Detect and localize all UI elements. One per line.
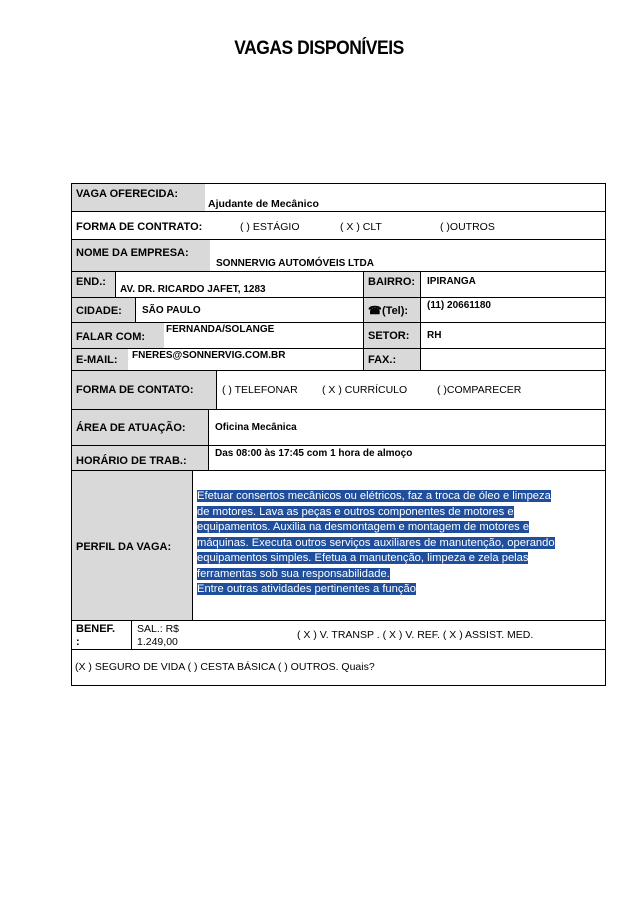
endereco-value: AV. DR. RICARDO JAFET, 1283: [120, 284, 266, 295]
setor-label: SETOR:: [368, 330, 410, 342]
area-value: Oficina Mecânica: [215, 422, 297, 433]
row-contrato: [72, 212, 605, 240]
row-endereco: [72, 272, 605, 298]
endereco-label: END.:: [76, 276, 106, 288]
row-extras: [72, 650, 605, 686]
row-empresa: [72, 240, 605, 272]
row-perfil: [72, 471, 605, 621]
cidade-label: CIDADE:: [76, 305, 122, 317]
tel-label: (Tel):: [382, 305, 409, 317]
perfil-line: equipamentos simples. Efetua a manutenção, limpeza e zela pelas: [197, 552, 529, 564]
row-falar: [72, 323, 605, 349]
row-email: [72, 349, 605, 371]
benef-label-colon: :: [76, 636, 80, 648]
vaga-label: VAGA OFERECIDA:: [76, 188, 179, 200]
contrato-option-outros[interactable]: ( )OUTROS: [440, 221, 495, 233]
row-area: [72, 410, 605, 446]
vaga-value: Ajudante de Mecânico: [208, 198, 319, 210]
horario-value: Das 08:00 às 17:45 com 1 hora de almoço: [215, 448, 413, 459]
perfil-line: equipamentos. Auxilia na desmontagem e montagem de motores e: [197, 521, 530, 533]
perfil-description: [197, 489, 592, 598]
salario-value: 1.249,00: [137, 636, 178, 648]
setor-value: RH: [427, 330, 442, 341]
area-label: ÁREA DE ATUAÇÃO:: [76, 422, 186, 434]
perfil-line: de motores. Lava as peças e outros componentes de motores e: [197, 505, 514, 518]
contato-label: FORMA DE CONTATO:: [76, 384, 194, 396]
row-cidade: [72, 298, 605, 323]
contrato-option-clt[interactable]: ( X ) CLT: [340, 221, 382, 233]
perfil-line: máquinas. Executa outros serviços auxiliares de manutenção, operando: [197, 536, 555, 549]
bairro-label: BAIRRO:: [368, 276, 416, 288]
email-label: E-MAIL:: [76, 354, 118, 366]
empresa-value: SONNERVIG AUTOMÓVEIS LTDA: [216, 258, 374, 269]
row-benef: [72, 621, 605, 650]
fax-label: FAX.:: [368, 354, 397, 366]
bairro-value: IPIRANGA: [427, 276, 476, 287]
perfil-line: ferramentas sob sua responsabilidade.: [197, 567, 390, 580]
benef-options[interactable]: ( X ) V. TRANSP . ( X ) V. REF. ( X ) ASSIST. MED.: [297, 629, 534, 641]
perfil-line: Efetuar consertos mecânicos ou elétricos, faz a troca de óleo e limpeza: [197, 490, 551, 502]
row-vaga: [72, 184, 605, 212]
extras-options[interactable]: (X ) SEGURO DE VIDA ( ) CESTA BÁSICA ( ) OUTROS. Quais?: [75, 661, 375, 673]
falar-value: FERNANDA/SOLANGE: [166, 324, 275, 335]
salario-label: SAL.: R$: [137, 623, 180, 635]
perfil-label: PERFIL DA VAGA:: [76, 541, 172, 553]
tel-value: (11) 20661180: [427, 300, 491, 311]
email-value[interactable]: FNERES@SONNERVIG.COM.BR: [132, 350, 286, 361]
row-horario: [72, 446, 605, 471]
contato-option-curriculo[interactable]: ( X ) CURRÍCULO: [322, 384, 408, 396]
perfil-line: Entre outras atividades pertinentes a função: [197, 583, 416, 595]
contrato-label: FORMA DE CONTRATO:: [76, 221, 203, 233]
horario-label: HORÁRIO DE TRAB.:: [76, 455, 187, 467]
row-contato: [72, 371, 605, 410]
falar-label: FALAR COM:: [76, 331, 146, 343]
phone-icon: ☎: [368, 305, 382, 317]
contrato-option-estagio[interactable]: ( ) ESTÁGIO: [240, 221, 300, 233]
benef-label: BENEF.: [76, 623, 116, 635]
empresa-label: NOME DA EMPRESA:: [76, 247, 189, 259]
contato-option-comparecer[interactable]: ( )COMPARECER: [437, 384, 522, 396]
cidade-value: SÃO PAULO: [142, 305, 201, 316]
contato-option-telefonar[interactable]: ( ) TELEFONAR: [222, 384, 298, 396]
job-form: [71, 183, 606, 686]
page-title: VAGAS DISPONÍVEIS: [234, 38, 404, 59]
